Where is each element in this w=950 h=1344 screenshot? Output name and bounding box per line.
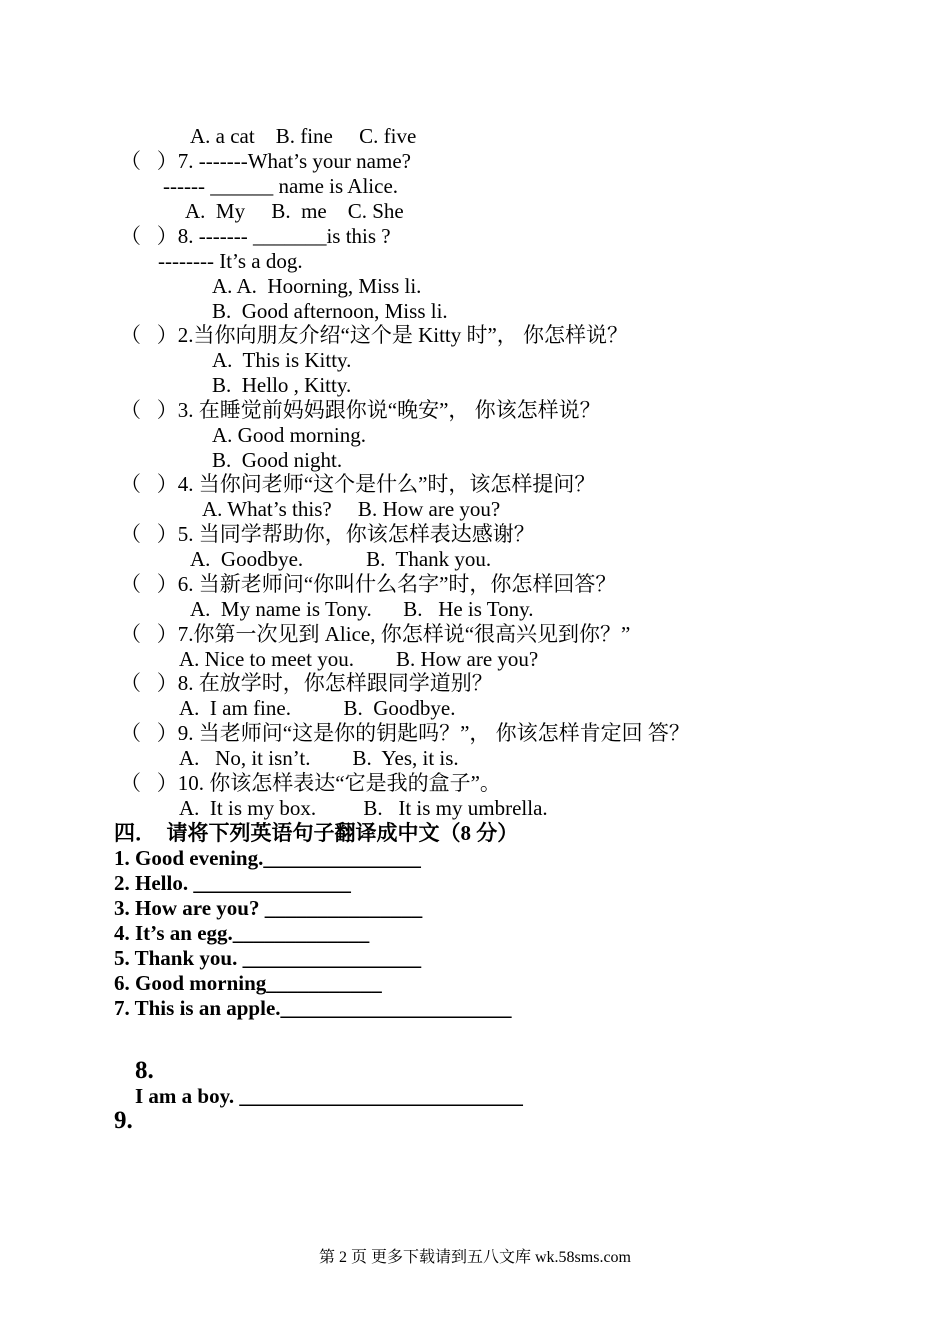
- option-line: B. Hello , Kitty.: [212, 373, 352, 397]
- option-line: A. Nice to meet you. B. How are you?: [179, 647, 539, 671]
- translation-item: [114, 1033, 523, 1134]
- option-line: B. Good night.: [212, 448, 343, 472]
- translation-item: 3. How are you? _______________: [114, 896, 423, 920]
- question-line: （ ）7.你第一次见到 Alice, 你怎样说“很高兴见到你？”: [120, 622, 631, 646]
- item-text: I am a boy. ___________________________: [135, 1084, 523, 1108]
- option-line: A. Goodbye. B. Thank you.: [190, 547, 492, 571]
- option-line: A. My name is Tony. B. He is Tony.: [190, 597, 534, 621]
- page-footer: 第 2 页 更多下载请到五八文库 wk.58sms.com: [318, 1249, 631, 1266]
- question-line: （ ）3. 在睡觉前妈妈跟你说“晚安”， 你该怎样说？: [120, 398, 601, 422]
- dialogue-line: -------- It’s a dog.: [158, 249, 303, 273]
- option-line: A. This is Kitty.: [212, 348, 352, 372]
- translation-item: 7. This is an apple.______________________: [114, 996, 512, 1020]
- option-line: A. What’s this? B. How are you?: [202, 497, 501, 521]
- option-line: A. A. Hoorning, Miss li.: [212, 274, 422, 298]
- question-line: （ ）9. 当老师问“这是你的钥匙吗？”， 你该怎样肯定回 答？: [120, 721, 690, 745]
- translation-item: 5. Thank you. _________________: [114, 946, 422, 970]
- option-line: B. Good afternoon, Miss li.: [212, 299, 448, 323]
- dialogue-line: ------ ______ name is Alice.: [163, 174, 399, 198]
- section-heading: 四． 请将下列英语句子翻译成中文（8 分）: [114, 821, 519, 845]
- translation-item: 6. Good morning___________: [114, 971, 382, 995]
- question-line: （ ）4. 当你问老师“这个是什么”时，该怎样提问？: [120, 472, 596, 496]
- translation-item: 2. Hello. _______________: [114, 871, 351, 895]
- question-line: （ ）6. 当新老师问“你叫什么名字”时，你怎样回答？: [120, 572, 617, 596]
- translation-item: 4. It’s an egg._____________: [114, 921, 370, 945]
- option-line: A. My B. me C. She: [185, 199, 404, 223]
- item-number: 8.: [135, 1057, 154, 1084]
- translation-item: 1. Good evening._______________: [114, 846, 421, 870]
- question-line: （ ）5. 当同学帮助你，你该怎样表达感谢？: [120, 522, 535, 546]
- question-line: （ ）7. -------What’s your name?: [120, 149, 411, 173]
- option-line: A. Good morning.: [212, 423, 366, 447]
- question-line: （ ）8. 在放学时，你怎样跟同学道别？: [120, 671, 493, 695]
- question-line: （ ）8. ------- _______is this ?: [120, 224, 391, 248]
- question-line: （ ）2.当你向朋友介绍“这个是 Kitty 时”， 你怎样说？: [120, 323, 629, 347]
- option-line: A. No, it isn’t. B. Yes, it is.: [179, 746, 459, 770]
- option-line: A. a cat B. fine C. five: [190, 124, 417, 148]
- option-line: A. It is my box. B. It is my umbrella.: [179, 796, 548, 820]
- option-line: A. I am fine. B. Goodbye.: [179, 696, 456, 720]
- question-line: （ ）10. 你该怎样表达“它是我的盒子”。: [120, 771, 501, 795]
- translation-item-number: 9.: [114, 1107, 133, 1134]
